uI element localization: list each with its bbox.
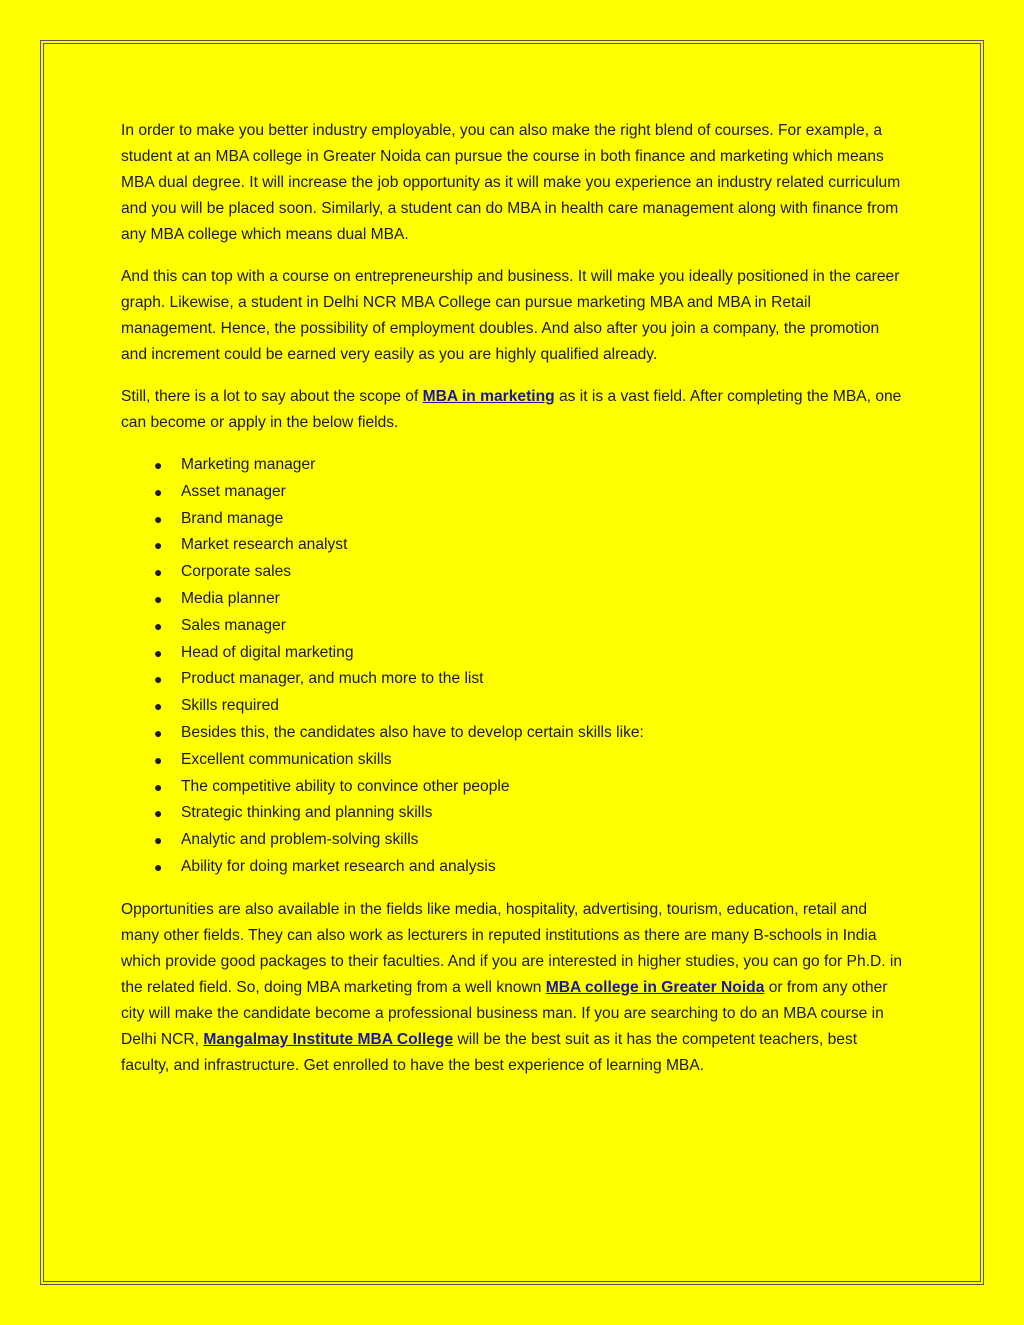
list-item-label: Besides this, the candidates also have to develop certain skills like:	[181, 723, 644, 741]
opportunities-text-3: will be the best suit as it has the competent teachers, best faculty, and infrastructure. Get enrolled to have the best experience of learning MBA.	[121, 1030, 858, 1074]
bullet-icon: ●	[154, 671, 163, 688]
bullet-icon: ●	[154, 590, 163, 607]
bullet-icon: ●	[154, 564, 163, 581]
opportunities-text-2: or from any other city will make the candidate become a professional business man. If you are searching to do an MBA course in Delhi NCR,	[121, 978, 888, 1048]
list-item	[121, 452, 905, 479]
career-fields-list	[121, 452, 905, 881]
bullet-icon: ●	[154, 805, 163, 822]
list-item-label: Sales manager	[181, 616, 286, 634]
bullet-icon: ●	[154, 483, 163, 500]
list-item-label: Product manager, and much more to the list	[181, 670, 484, 688]
list-item	[121, 586, 905, 613]
scope-text-end: as it is a vast field. After completing the MBA, one can become or apply in the below fields.	[121, 388, 902, 431]
list-item	[121, 747, 905, 774]
list-item	[121, 720, 905, 747]
paragraph-scope-of-mba	[121, 384, 905, 436]
bullet-icon: ●	[154, 698, 163, 715]
mangalmay-institute-link[interactable]: Mangalmay Institute MBA College	[203, 1030, 454, 1048]
list-item	[121, 640, 905, 667]
list-item-label: Ability for doing market research and analysis	[181, 857, 496, 875]
list-item	[121, 479, 905, 506]
list-item	[121, 532, 905, 559]
list-item	[121, 827, 905, 854]
list-item-label: Brand manage	[181, 509, 284, 527]
paragraph-blend-of-courses: In order to make you better industry employable, you can also make the right blend of courses. For example, a student at an MBA college in Greater Noida can pursue the course in both finance and marketing which means MBA dual degree. It will increase the job opportunity as it will make you experience an industry related curriculum and you will be placed soon. Similarly, a student can do MBA in health care management along with finance from any MBA college which means dual MBA.	[121, 122, 901, 243]
bullet-icon: ●	[154, 778, 163, 795]
list-item	[121, 613, 905, 640]
list-item-label: Marketing manager	[181, 456, 316, 473]
list-item	[121, 854, 905, 881]
bullet-icon: ●	[154, 537, 163, 554]
list-item	[121, 506, 905, 533]
list-item	[121, 774, 905, 801]
list-item	[121, 800, 905, 827]
list-item-label: Market research analyst	[181, 536, 348, 554]
list-item-label: Excellent communication skills	[181, 750, 392, 768]
paragraph-entrepreneurship: And this can top with a course on entrepreneurship and business. It will make you ideally positioned in the career graph. Likewise, a student in Delhi NCR MBA College can pursue marketing MBA and MBA in Retail management. Hence, the possibility of employment doubles. And also after you join a company, the promotion and increment could be earned very easily as you are highly qualified already.	[121, 268, 900, 363]
list-item-label: Media planner	[181, 589, 280, 607]
mba-college-greater-noida-link[interactable]: MBA college in Greater Noida	[545, 978, 765, 996]
scope-text-start: Still, there is a lot to say about the scope of	[121, 388, 423, 405]
bullet-icon: ●	[154, 510, 163, 527]
list-item	[121, 559, 905, 586]
list-item-label: Analytic and problem-solving skills	[181, 831, 419, 849]
mba-in-marketing-link[interactable]: MBA in marketing	[422, 388, 555, 405]
paragraph-opportunities	[121, 897, 905, 1079]
bullet-icon: ●	[154, 617, 163, 634]
list-item	[121, 666, 905, 693]
list-item-label: Asset manager	[181, 482, 286, 500]
list-item	[121, 693, 905, 720]
list-item-label: The competitive ability to convince other people	[181, 777, 510, 795]
bullet-icon: ●	[154, 457, 163, 473]
bullet-icon: ●	[154, 832, 163, 849]
bullet-icon: ●	[154, 724, 163, 741]
list-item-label: Skills required	[181, 697, 279, 715]
opportunities-text-1: Opportunities are also available in the fields like media, hospitality, advertising, tourism, education, retail and many other fields. They can also work as lecturers in reputed institutions as there are many B-schools in India which provide good packages to their faculties. And if you are interested in higher studies, you can go for Ph.D. in the related field. So, doing MBA marketing from a well known	[121, 900, 903, 996]
list-item-label: Head of digital marketing	[181, 643, 354, 661]
bullet-icon: ●	[154, 858, 163, 875]
bullet-icon: ●	[154, 751, 163, 768]
bullet-icon: ●	[154, 644, 163, 661]
list-item-label: Corporate sales	[181, 563, 292, 581]
document-body	[121, 118, 905, 1095]
list-item-label: Strategic thinking and planning skills	[181, 804, 433, 822]
